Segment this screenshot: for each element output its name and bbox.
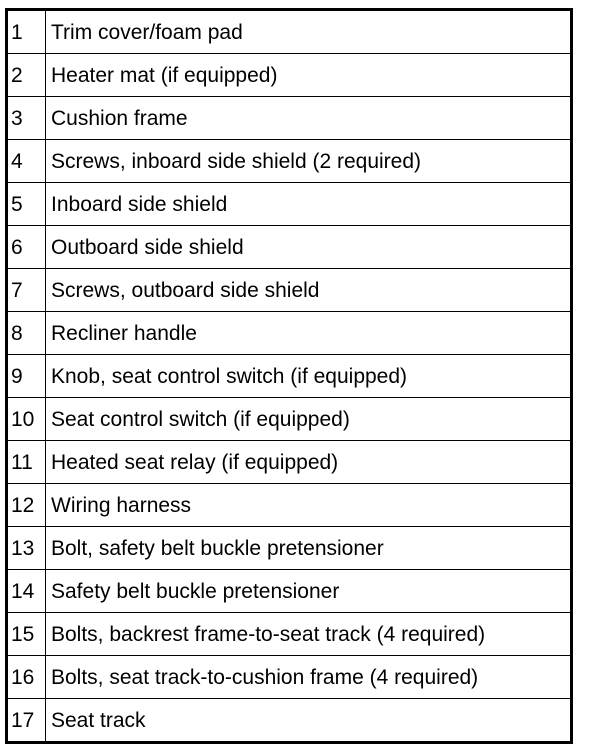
table-row: [7, 699, 572, 743]
item-description: Heater mat (if equipped): [46, 54, 572, 97]
table-row: [7, 441, 572, 484]
item-number: 16: [7, 656, 46, 699]
table-row: [7, 398, 572, 441]
item-number: 9: [7, 355, 46, 398]
table-row: [7, 484, 572, 527]
item-number: 3: [7, 97, 46, 140]
item-description: Bolt, safety belt buckle pretensioner: [46, 527, 572, 570]
item-number: 5: [7, 183, 46, 226]
item-description: Inboard side shield: [46, 183, 572, 226]
parts-legend-body: [7, 10, 572, 743]
item-number: 1: [7, 10, 46, 54]
table-row: [7, 656, 572, 699]
item-number: 13: [7, 527, 46, 570]
item-description: Recliner handle: [46, 312, 572, 355]
item-description: Knob, seat control switch (if equipped): [46, 355, 572, 398]
parts-legend-table: [5, 8, 573, 744]
item-number: 12: [7, 484, 46, 527]
item-number: 2: [7, 54, 46, 97]
item-description: Cushion frame: [46, 97, 572, 140]
table-row: [7, 613, 572, 656]
table-row: [7, 140, 572, 183]
item-description: Seat control switch (if equipped): [46, 398, 572, 441]
item-number: 10: [7, 398, 46, 441]
table-row: [7, 312, 572, 355]
item-description: Bolts, backrest frame-to-seat track (4 required): [46, 613, 572, 656]
item-description: Trim cover/foam pad: [46, 10, 572, 54]
item-number: 8: [7, 312, 46, 355]
table-row: [7, 527, 572, 570]
item-number: 6: [7, 226, 46, 269]
item-description: Safety belt buckle pretensioner: [46, 570, 572, 613]
table-row: [7, 10, 572, 54]
table-row: [7, 54, 572, 97]
item-description: Outboard side shield: [46, 226, 572, 269]
item-number: 11: [7, 441, 46, 484]
table-row: [7, 355, 572, 398]
item-description: Screws, outboard side shield: [46, 269, 572, 312]
table-row: [7, 570, 572, 613]
item-number: 7: [7, 269, 46, 312]
item-description: Screws, inboard side shield (2 required): [46, 140, 572, 183]
item-number: 17: [7, 699, 46, 743]
item-description: Heated seat relay (if equipped): [46, 441, 572, 484]
table-row: [7, 269, 572, 312]
item-number: 15: [7, 613, 46, 656]
item-number: 4: [7, 140, 46, 183]
item-description: Seat track: [46, 699, 572, 743]
item-description: Wiring harness: [46, 484, 572, 527]
table-row: [7, 183, 572, 226]
item-description: Bolts, seat track-to-cushion frame (4 required): [46, 656, 572, 699]
item-number: 14: [7, 570, 46, 613]
table-row: [7, 226, 572, 269]
table-row: [7, 97, 572, 140]
